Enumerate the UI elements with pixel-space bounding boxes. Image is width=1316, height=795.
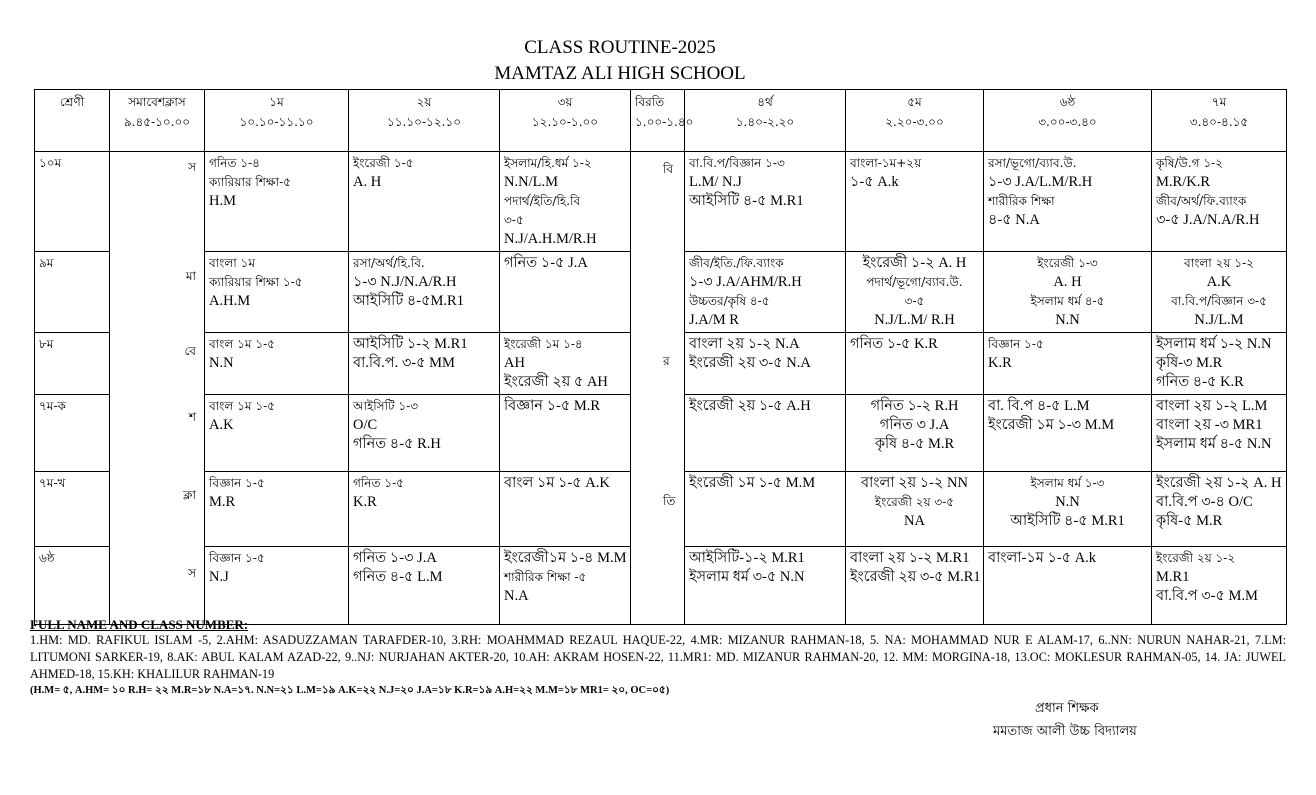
schedule-entry: বাংলা ২য় ১-২ N.A (689, 336, 800, 352)
schedule-entry: ইসলাম/হি.ধর্ম ১-২ (504, 156, 592, 170)
schedule-entry: বাংলা ২য় ১-২ M.R1 (850, 550, 970, 566)
schedule-entry: N.J/A.H.M/R.H (504, 231, 597, 247)
schedule-entry: বা.বি.প/বিজ্ঞান ১-৩ (689, 156, 785, 170)
routine-table (34, 89, 1287, 625)
schedule-cell-p4 (685, 152, 846, 252)
schedule-entry: ইংরেজী ২য় ৩-৫ N.A (689, 355, 811, 371)
header-class: শ্রেণী (35, 90, 110, 152)
schedule-cell-p6 (984, 252, 1152, 333)
schedule-entry: জীব/ইতি./ফি.ব্যাংক (689, 256, 784, 270)
class-cell (35, 252, 110, 333)
schedule-entry: ইংরেজী১ম ১-৪ M.M (504, 550, 627, 566)
teacher-list: 1.HM: MD. RAFIKUL ISLAM -5, 2.AHM: ASADUZZAMAN TARAFDER-10, 3.RH: MOAHMMAD REZAUL HAQUE-22, 4.MR: MIZANUR RAHMAN-18, 5. NA: MOHAMMAD NUR E ALAM-17, 6..NN: NURUN NAHAR-21, 7.LM: LITUMONI SARKER-19, 8.AK: ABUL KALAM AZAD-22, 9..NJ: NURJAHAN AKTER-20, 10.AH: AKRAM HOSEN-22, 11.MR1: MD. MIZANUR RAHMAN-20, 12. MM: MORGINA-18, 13.OC: MOKLESUR RAHMAN-05, 14. JA: JUWEL AHMED-18, 15.KH: KHALILUR RAHMAN-19 (30, 633, 1286, 681)
schedule-entry: A.K (209, 417, 234, 433)
schedule-entry: ইসলাম ধর্ম ৩-৫ N.N (689, 569, 805, 585)
schedule-cell-p5 (846, 547, 984, 625)
schedule-entry: N.N/L.M (504, 174, 558, 190)
schedule-cell-p5 (846, 472, 984, 547)
schedule-entry: M.R/K.R (1156, 174, 1210, 190)
schedule-cell-p2 (349, 252, 500, 333)
schedule-entry: কৃষি-৩ M.R (1156, 355, 1223, 371)
schedule-cell-p6 (984, 547, 1152, 625)
schedule-entry: আইসিটি ১-৩ (353, 399, 419, 413)
schedule-entry: N.J (209, 569, 229, 585)
class-counts: (H.M= ৫, A.HM= ১০ R.H= ২২ M.R=১৮ N.A=১৭. N.N=২১ L.M=১৯ A.K=২২ N.J=২০ J.A=১৮ K.R=১৯ A.H=২২ M.M=১৮ MR1= ২০, OC=০৫) (30, 685, 670, 696)
schedule-entry: শারীরিক শিক্ষা -৫ (504, 570, 587, 584)
schedule-entry: বাংলা ১ম (209, 256, 256, 270)
schedule-cell-p7 (1152, 152, 1287, 252)
schedule-entry: গনিত ১-৫ (353, 476, 404, 490)
schedule-entry: ইসলাম ধর্ম ৪-৫ (1030, 294, 1105, 308)
schedule-entry: রসা/ভূগো/ব্যাব.উ. (988, 156, 1077, 170)
schedule-entry: ক্যারিয়ার শিক্ষা ১-৫ (209, 275, 303, 289)
header-period-6: ৬ষ্ঠ ৩.০০-৩.৪০ (984, 90, 1152, 152)
signature-role: প্রধান শিক্ষক (1035, 701, 1099, 716)
schedule-entry: ৪-৫ N.A (988, 212, 1040, 228)
schedule-cell-p3 (500, 395, 631, 472)
table-row (35, 152, 1287, 252)
class-cell (35, 472, 110, 547)
schedule-entry: বাংলা ২য় ১-২ L.M (1156, 398, 1268, 414)
schedule-entry: ইংরেজী ২য় ৫ AH (504, 374, 608, 390)
schedule-entry: গনিত ১-৪ (209, 156, 260, 170)
schedule-entry: ইসলাম ধর্ম ১-২ N.N (1156, 336, 1272, 352)
break-letter: র (663, 354, 670, 368)
assembly-letter: স (188, 160, 196, 174)
schedule-entry: A.H.M (209, 293, 251, 309)
schedule-cell-p6 (984, 333, 1152, 395)
schedule-entry: A. H (1053, 274, 1082, 290)
schedule-entry: H.M (209, 193, 236, 209)
schedule-entry: গনিত ৪-৫ R.H (353, 436, 441, 452)
schedule-entry: NA (904, 513, 925, 529)
schedule-entry: বাংলা-১ম+২য় (850, 156, 922, 170)
schedule-entry: বা.বি.প ৩-৪ O/C (1156, 494, 1253, 510)
schedule-cell-p1 (205, 472, 349, 547)
schedule-entry: বাংল ১ম ১-৫ (209, 399, 275, 413)
school-name: MAMTAZ ALI HIGH SCHOOL (494, 63, 746, 84)
schedule-entry: বাংল ১ম ১-৫ A.K (504, 475, 610, 491)
schedule-entry: গনিত ১-৩ J.A (353, 550, 437, 566)
schedule-entry: ১-৩ J.A/AHM/R.H (689, 274, 802, 290)
schedule-cell-p2 (349, 333, 500, 395)
schedule-cell-p5 (846, 333, 984, 395)
schedule-entry: N.J/L.M/ R.H (874, 312, 955, 328)
schedule-entry: আইসিটি ৪-৫M.R1 (353, 293, 464, 309)
schedule-entry: K.R (353, 494, 377, 510)
schedule-entry: বাংলা ২য় ১-২ NN (861, 475, 968, 491)
schedule-entry: A.K (1206, 274, 1232, 290)
schedule-entry: বাংল ১ম ১-৫ (209, 337, 275, 351)
schedule-cell-p5 (846, 152, 984, 252)
class-label: ৮ম (39, 337, 54, 351)
schedule-entry: বিজ্ঞান ১-৫ (209, 551, 265, 565)
schedule-entry: রসা/অর্থ/হি.বি. (353, 256, 425, 270)
schedule-cell-p2 (349, 547, 500, 625)
schedule-entry: AH (504, 355, 525, 371)
schedule-entry: N.A (504, 588, 529, 604)
schedule-entry: ১-৩ J.A/L.M/R.H (988, 174, 1093, 190)
schedule-entry: ইংরেজী ২য় ৩-৫ (874, 495, 955, 509)
schedule-entry: K.R (988, 355, 1012, 371)
schedule-entry: আইসিটি-১-২ M.R1 (689, 550, 805, 566)
header-period-2: ২য় ১১.১০-১২.১০ (349, 90, 500, 152)
schedule-cell-p3 (500, 547, 631, 625)
break-column (631, 152, 685, 625)
class-label: ৭ম-খ (39, 476, 66, 490)
footer-heading: FULL NAME AND CLASS NUMBER: (30, 617, 249, 632)
assembly-letter: শ (188, 410, 196, 424)
schedule-cell-p1 (205, 152, 349, 252)
schedule-entry: বিজ্ঞান ১-৫ (209, 476, 265, 490)
schedule-cell-p7 (1152, 252, 1287, 333)
schedule-cell-p5 (846, 252, 984, 333)
header-period-4: ৪র্থ ১.৪০-২.২০ (685, 90, 846, 152)
class-label: ৬ষ্ঠ (39, 551, 55, 565)
schedule-cell-p3 (500, 152, 631, 252)
schedule-entry: আইসিটি ১-২ M.R1 (353, 336, 468, 352)
class-cell (35, 152, 110, 252)
header-period-1: ১ম ১০.১০-১১.১০ (205, 90, 349, 152)
schedule-entry: N.N (1055, 494, 1080, 510)
schedule-entry: N.J/L.M (1194, 312, 1244, 328)
schedule-cell-p5 (846, 395, 984, 472)
schedule-entry: বিজ্ঞান ১-৫ M.R (504, 398, 601, 414)
schedule-cell-p4 (685, 252, 846, 333)
schedule-entry: গনিত ১-৫ J.A (504, 255, 588, 271)
schedule-cell-p2 (349, 395, 500, 472)
header-row (35, 90, 1287, 152)
schedule-cell-p4 (685, 472, 846, 547)
schedule-entry: ইংরেজী ১ম ১-৪ (504, 337, 583, 351)
schedule-cell-p3 (500, 472, 631, 547)
class-cell (35, 547, 110, 625)
schedule-entry: ১-৫ A.k (850, 174, 899, 190)
class-cell (35, 333, 110, 395)
schedule-entry: বাংলা ২য় -৩ MR1 (1156, 417, 1263, 433)
schedule-entry: গনিত ৪-৫ K.R (1156, 374, 1244, 390)
schedule-entry: গনিত ১-৫ K.R (850, 336, 938, 352)
schedule-cell-p7 (1152, 333, 1287, 395)
schedule-entry: ইংরেজী ২য় ৩-৫ M.R1 (850, 569, 981, 585)
schedule-entry: গনিত ৪-৫ L.M (353, 569, 443, 585)
assembly-letter: স (188, 566, 196, 580)
schedule-entry: ইসলাম ধর্ম ৪-৫ N.N (1156, 436, 1272, 452)
schedule-entry: বা.বি.প/বিজ্ঞান ৩-৫ (1171, 294, 1267, 308)
schedule-cell-p7 (1152, 547, 1287, 625)
schedule-entry: গনিত ১-২ R.H (870, 398, 959, 414)
schedule-entry: বা.বি.প. ৩-৫ MM (353, 355, 455, 371)
schedule-cell-p3 (500, 252, 631, 333)
schedule-entry: উচ্চতর/কৃষি ৪-৫ (689, 294, 770, 308)
schedule-entry: O/C (353, 417, 378, 433)
schedule-entry: ইংরেজী ১-৩ (1037, 256, 1098, 270)
schedule-cell-p2 (349, 472, 500, 547)
schedule-entry: J.A/M R (689, 312, 739, 328)
assembly-letter: মা (185, 269, 196, 283)
signature-institution: মমতাজ আলী উচ্চ বিদ্যালয় (993, 724, 1137, 739)
schedule-cell-p1 (205, 252, 349, 333)
schedule-cell-p2 (349, 152, 500, 252)
schedule-entry: ইংরেজী ২য় ১-৫ A.H (689, 398, 811, 414)
schedule-entry: N.N (209, 355, 234, 371)
header-break: বিরতি ১.০০-১.৪০ (631, 90, 685, 152)
schedule-entry: পদার্থ/ভূগো/ব্যাব.উ. (866, 275, 963, 289)
header-period-3: ৩য় ১২.১০-১.০০ (500, 90, 631, 152)
schedule-entry: ১-৩ N.J/N.A/R.H (353, 274, 457, 290)
schedule-entry: ইংরেজী ১-৫ (353, 156, 414, 170)
schedule-entry: L.M/ N.J (689, 174, 742, 190)
schedule-cell-p1 (205, 333, 349, 395)
header-period-7: ৭ম ৩.৪০-৪.১৫ (1152, 90, 1287, 152)
schedule-cell-p6 (984, 472, 1152, 547)
assembly-column (110, 152, 205, 625)
schedule-entry: ৩-৫ (504, 213, 524, 227)
schedule-entry: বিজ্ঞান ১-৫ (988, 337, 1044, 351)
schedule-entry: আইসিটি ৪-৫ M.R1 (1010, 513, 1125, 529)
schedule-entry: ইসলাম ধর্ম ১-৩ (1030, 476, 1105, 490)
schedule-entry: পদার্থ/ইতি/হি.বি (504, 194, 581, 208)
schedule-entry: বাংলা ২য় ১-২ (1184, 256, 1254, 270)
schedule-entry: ইংরেজী ১ম ১-৩ M.M (988, 417, 1115, 433)
schedule-entry: ৩-৫ J.A/N.A/R.H (1156, 212, 1260, 228)
schedule-entry: বাংলা-১ম ১-৫ A.k (988, 550, 1097, 566)
schedule-entry: M.R1 (1156, 569, 1190, 585)
schedule-entry: A. H (353, 174, 382, 190)
schedule-cell-p1 (205, 395, 349, 472)
schedule-entry: জীব/অর্থ/ফি.ব্যাংক (1156, 194, 1247, 208)
schedule-entry: M.R (209, 494, 236, 510)
class-label: ৭ম-ক (39, 399, 66, 413)
schedule-entry: গনিত ৩ J.A (879, 417, 950, 433)
schedule-cell-p7 (1152, 395, 1287, 472)
schedule-entry: শারীরিক শিক্ষা (988, 194, 1055, 208)
schedule-entry: আইসিটি ৪-৫ M.R1 (689, 193, 804, 209)
schedule-entry: ৩-৫ (904, 294, 925, 308)
schedule-cell-p7 (1152, 472, 1287, 547)
schedule-cell-p4 (685, 395, 846, 472)
class-label: ১০ম (39, 156, 62, 170)
schedule-cell-p1 (205, 547, 349, 625)
schedule-entry: ক্যারিয়ার শিক্ষা-৫ (209, 175, 291, 189)
schedule-cell-p6 (984, 395, 1152, 472)
schedule-cell-p3 (500, 333, 631, 395)
class-cell (35, 395, 110, 472)
schedule-entry: ইংরেজী ২য় ১-২ (1156, 551, 1236, 565)
schedule-entry: কৃষি ৪-৫ M.R (874, 436, 955, 452)
schedule-entry: ইংরেজী ১-২ A. H (862, 255, 967, 271)
schedule-cell-p4 (685, 333, 846, 395)
schedule-entry: কৃষি-৫ M.R (1156, 513, 1223, 529)
assembly-letter: বে (184, 344, 196, 358)
schedule-entry: N.N (1055, 312, 1080, 328)
schedule-entry: বা. বি.প ৪-৫ L.M (988, 398, 1090, 414)
schedule-entry: কৃষি/উ.গ ১-২ (1156, 156, 1223, 170)
header-assembly: সমাবেশক্লাস ৯.৪৫-১০.০০ (110, 90, 205, 152)
schedule-entry: ইংরেজী ২য় ১-২ A. H (1156, 475, 1282, 491)
header-period-5: ৫ম ২.২০-৩.০০ (846, 90, 984, 152)
assembly-letter: ক্লা (183, 488, 196, 502)
class-label: ৯ম (39, 256, 54, 270)
schedule-cell-p6 (984, 152, 1152, 252)
break-letter: বি (663, 162, 674, 176)
schedule-entry: বা.বি.প ৩-৫ M.M (1156, 588, 1258, 604)
break-letter: তি (663, 494, 676, 508)
schedule-cell-p4 (685, 547, 846, 625)
page-title: CLASS ROUTINE-2025 (524, 37, 716, 58)
schedule-entry: ইংরেজী ১ম ১-৫ M.M (689, 475, 816, 491)
